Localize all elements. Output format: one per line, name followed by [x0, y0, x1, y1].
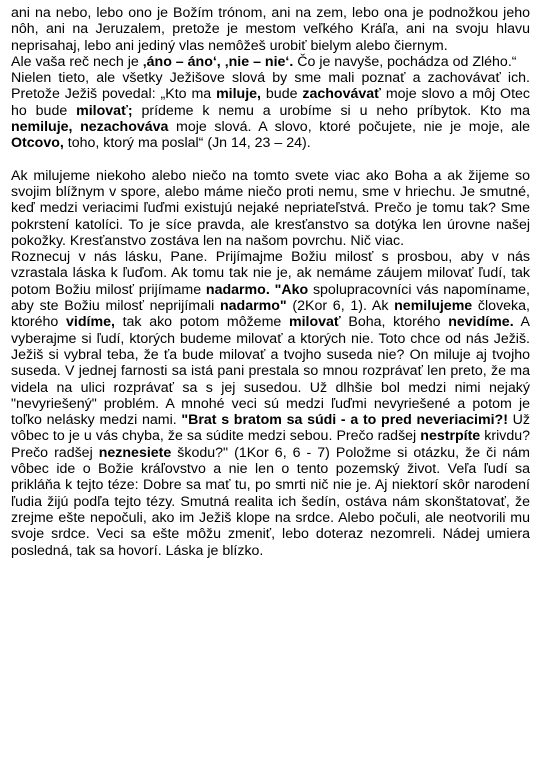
bold-run: milovať; — [76, 102, 133, 119]
bold-run: neznesiete — [98, 444, 172, 461]
text-run: spolupracovníci vás napomíname, aby ste Božiu milosť neprijímali — [11, 281, 530, 315]
text-run: Boha, ktorého — [340, 314, 449, 331]
bold-run: Otcovo, — [11, 135, 64, 152]
text-run: prídeme k nemu a urobíme si u neho príbytok. Kto ma — [132, 102, 530, 119]
paragraph-oath — [11, 5, 530, 54]
text-run: Ale vaša reč nech je — [11, 53, 143, 70]
bold-run: nevidíme. — [448, 314, 514, 331]
bold-run: zachovávať — [302, 86, 381, 103]
paragraph-speech — [11, 54, 530, 70]
bold-run: "Brat s bratom sa súdi - a to pred neveriacimi?! — [181, 412, 508, 429]
paragraph-kindle-love — [11, 249, 530, 559]
text-run: (2Kor 6, 1). Ak — [286, 298, 395, 315]
text-run: škodu?" (1Kor 6, 6 - 7) Položme si otázku, že či nám vôbec ide o Božie kráľovstvo a nie len o tento pozemský život. Veľa ľudí sa prikláňa k tejto téze: Dobre sa mať tu, po smrti nič nie je. Aj niektorí skôr narodení ľudia žijú podľa tejto tézy. Smutná realita ich šedín, ostáva nám skonštatovať, že zrejme ešte nepočuli, ako im Ježiš klope na srdce. Alebo počuli, ale neotvorili mu svoje srdce. Veci sa ešte môžu zmeniť, lebo doteraz nezomreli. Nádej umiera posledná, tak sa hovorí. Láska je blízko. — [11, 444, 530, 559]
text-run: A vyberajme si ľudí, ktorých budeme milovať a ktorých nie. Toto chce od nás Ježiš. Ježiš si vybral teba, že ťa bude milovať a tvojho suseda nie? On miluje aj tvojho suseda. V jednej farnosti sa istá pani prestala so mnou rozprávať len preto, že ma videla na ulici rozprávať sa s jej susedou. Už dlhšie bol medzi nimi nejaký "nevyriešený" problém. A mnohé veci sú medzi ľuďmi nevyriešené a potom je toľko nelásky medzi nami. — [11, 314, 531, 429]
text-run: Už vôbec to je u vás chyba, že sa súdite medzi sebou. Prečo radšej — [11, 412, 530, 445]
text-run: tak ako potom môžeme — [114, 314, 289, 331]
bold-run: nemilujeme — [394, 298, 473, 315]
text-run: krivdu? Prečo radšej — [11, 428, 530, 461]
bold-run: nestrpíte — [420, 428, 481, 445]
text-run: bude — [261, 86, 303, 103]
bold-run: "Ako — [274, 281, 309, 298]
paragraph-jesus-words — [11, 70, 530, 151]
bold-run: miluje, — [216, 86, 262, 103]
text-run: človeka, ktorého — [11, 298, 530, 331]
bold-run: nadarmo" — [220, 298, 287, 315]
text-run: toho, ktorý ma poslal“ (Jn 14, 23 – 24). — [63, 135, 311, 152]
text-run: moje slovo a môj Otec ho bude — [11, 86, 531, 119]
bold-run: nadarmo. — [205, 281, 270, 298]
text-run: ani na nebo, lebo ono je Božím trónom, ani na zem, lebo ona je podnožkou jeho nôh, ani na Jeruzalem, pretože je mestom veľkého Kráľa, ani na svoju hlavu neprisahaj, lebo ani jediný vlas nemôžeš urobiť bielym alebo čiernym. — [11, 5, 530, 54]
text-run: Ak milujeme niekoho alebo niečo na tomto svete viac ako Boha a ak žijeme so svojim blížnym v spore, alebo máme niečo proti nemu, sme v hriechu. Je smutné, keď medzi veriacimi ľuďmi existujú nejaké nepriateľstvá. Prečo je tomu tak? Sme pokrstení katolíci. To je síce pravda, ale kresťanstvo sa dotýka len úrovne našej pokožky. Kresťanstvo zostáva len na našom povrchu. Nič viac. — [11, 167, 530, 249]
text-run: moje slová. A slovo, ktoré počujete, nie je moje, ale — [168, 119, 530, 136]
document-page — [11, 5, 530, 559]
bold-run: milovať — [288, 314, 341, 331]
paragraph-love-of-world — [11, 168, 530, 249]
text-run: Čo je navyše, pochádza od Zlého.“ — [293, 53, 517, 70]
bold-run: ‚áno – áno‘, ‚nie – nie‘. — [142, 53, 294, 70]
text-run: Roznecuj v nás lásku, Pane. Prijímajme Božiu milosť s prosbou, aby v nás vzrastala láska k ľuďom. Ak tomu tak nie je, ak nemáme záujem milovať ľudí, tak potom Božiu milosť prijímame — [11, 249, 530, 298]
bold-run: vidíme, — [66, 314, 115, 331]
text-run: Nielen tieto, ale všetky Ježišove slová by sme mali poznať a zachovávať ich. Pretože Ježiš povedal: „Kto ma — [11, 70, 530, 103]
bold-run: nemiluje, nezachováva — [11, 119, 169, 136]
